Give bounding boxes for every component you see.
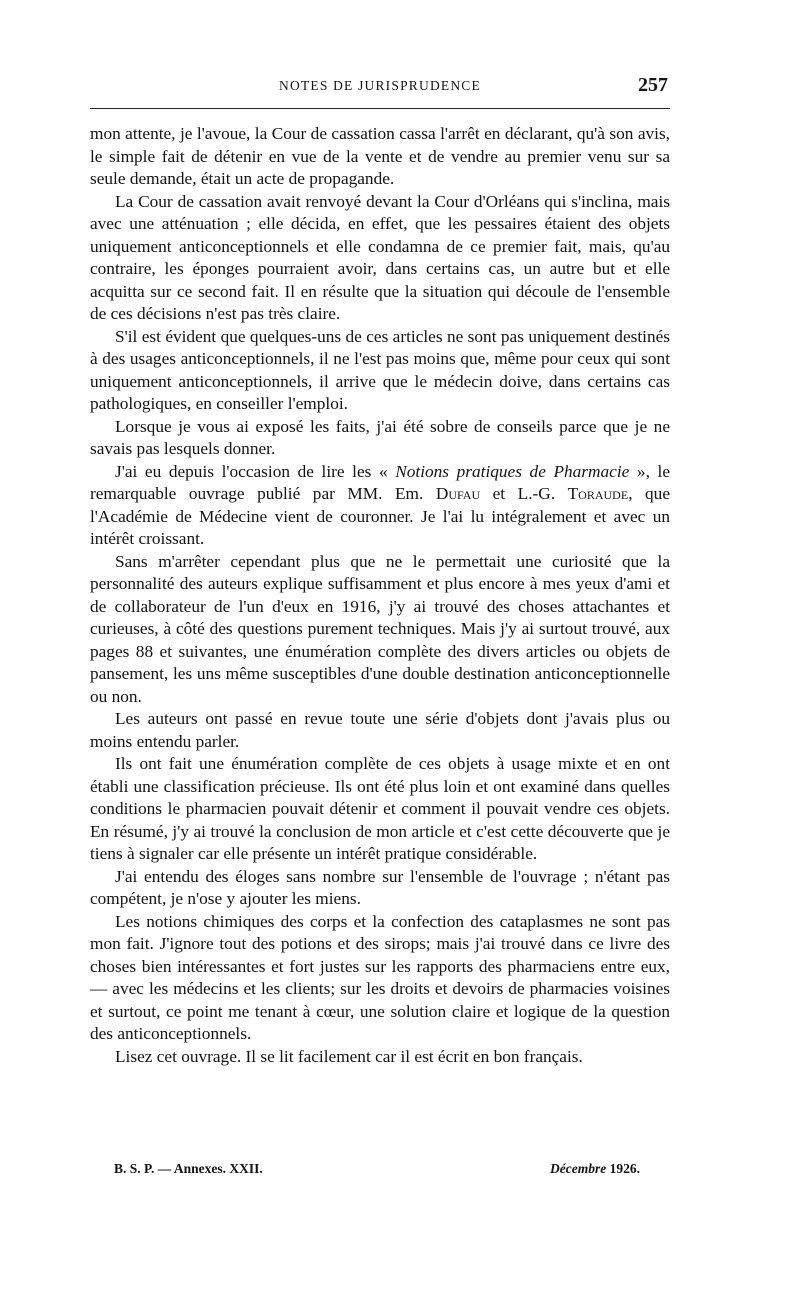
paragraph-continuation: mon attente, je l'avoue, la Cour de cassation cassa l'arrêt en déclarant, qu'à son avis, le simple fait de détenir en vue de la vente et de vendre au premier venu sur sa seule demande, était un acte de propagande. xyxy=(90,124,670,188)
page-footer xyxy=(90,1161,670,1181)
paragraph: Les auteurs ont passé en revue toute une série d'objets dont j'avais plus ou moins entendu parler. xyxy=(90,709,670,751)
issue-date xyxy=(550,1161,640,1177)
paragraph-book-review xyxy=(90,461,670,551)
page-number: 257 xyxy=(638,74,668,96)
paragraph: Les notions chimiques des corps et la confection des cataplasmes ne sont pas mon fait. J'ignore tout des potions et des sirops; mais j'ai trouvé dans ce livre des choses bien intéressantes et fort justes sur les rapports des pharmaciens entre eux, — avec les médecins et les clients; sur les droits et devoirs de pharmacies voisines et surtout, ce point me tenant à cœur, une solution claire et logique de la question des anticonceptionnels. xyxy=(90,911,670,1043)
text-run: J'ai eu depuis l'occasion de lire les « xyxy=(115,461,396,481)
author-name: Toraude xyxy=(567,484,629,503)
paragraph: Sans m'arrêter cependant plus que ne le permettait une curiosité que la personnalité des auteurs explique suffisamment et plus encore à mes yeux d'ami et de collaborateur de l'un d'eux en 1916, j'y ai trouvé des choses attachantes et curieuses, à côté des questions purement techniques. Mais j'y ai surtout trouvé, aux pages 88 et suivantes, une énumération complète des divers articles ou objets de pansement, les uns même susceptibles d'une double destination anticonceptionnelle ou non. xyxy=(90,551,670,706)
issue-month: Décembre xyxy=(550,1161,607,1176)
paragraph: S'il est évident que quelques-uns de ces articles ne sont pas uniquement destinés à des usages anticonceptionnels, il ne l'est pas moins que, même pour ceux qui sont uniquement anticonceptionnels, il arrive que le médecin doive, dans certains cas pathologiques, en conseiller l'emploi. xyxy=(90,326,670,413)
paragraph: Ils ont fait une énumération complète de ces objets à usage mixte et en ont établi une classification précieuse. Ils ont été plus loin et ont examiné dans quelles conditions le pharmacien pouvait détenir et comment il pouvait vendre ces objets. En résumé, j'y ai trouvé la conclusion de mon article et c'est cette découverte que je tiens à signaler car elle présente un intérêt pratique considérable. xyxy=(90,754,670,863)
author-name: Dufau xyxy=(435,484,481,503)
paragraph: J'ai entendu des éloges sans nombre sur l'ensemble de l'ouvrage ; n'étant pas compétent, je n'ose y ajouter les miens. xyxy=(90,866,670,908)
paragraph: Lorsque je vous ai exposé les faits, j'ai été sobre de conseils parce que je ne savais pas lesquels donner. xyxy=(90,416,670,458)
text-run: », le remarquable ouvrage publié par MM. Em. xyxy=(90,461,670,503)
body-text xyxy=(90,123,670,1068)
text-run: et L.-G. xyxy=(480,484,568,503)
paragraph: Lisez cet ouvrage. Il se lit facilement car il est écrit en bon français. xyxy=(115,1046,583,1066)
header-divider xyxy=(90,108,670,109)
issue-year: 1926. xyxy=(609,1161,640,1176)
journal-reference: B. S. P. — Annexes. XXII. xyxy=(114,1161,263,1176)
running-title: NOTES DE JURISPRUDENCE xyxy=(279,78,481,93)
page-header xyxy=(90,74,670,98)
text-run: , que l'Académie de Médecine vient de couronner. Je l'ai lu intégralement et avec un intérêt croissant. xyxy=(90,484,670,548)
book-title: Notions pratiques de Pharmacie xyxy=(395,461,630,481)
paragraph: La Cour de cassation avait renvoyé devant la Cour d'Orléans qui s'inclina, mais avec une atténuation ; elle décida, en effet, que les pessaires étaient des objets uniquement anticonceptionnels et elle condamna de ce premier fait, mais, qu'au contraire, les éponges pourraient avoir, dans certains cas, un autre but et elle acquitta sur ce second fait. Il en résulte que la situation qui découle de l'ensemble de ces décisions n'est pas très claire. xyxy=(90,191,670,323)
